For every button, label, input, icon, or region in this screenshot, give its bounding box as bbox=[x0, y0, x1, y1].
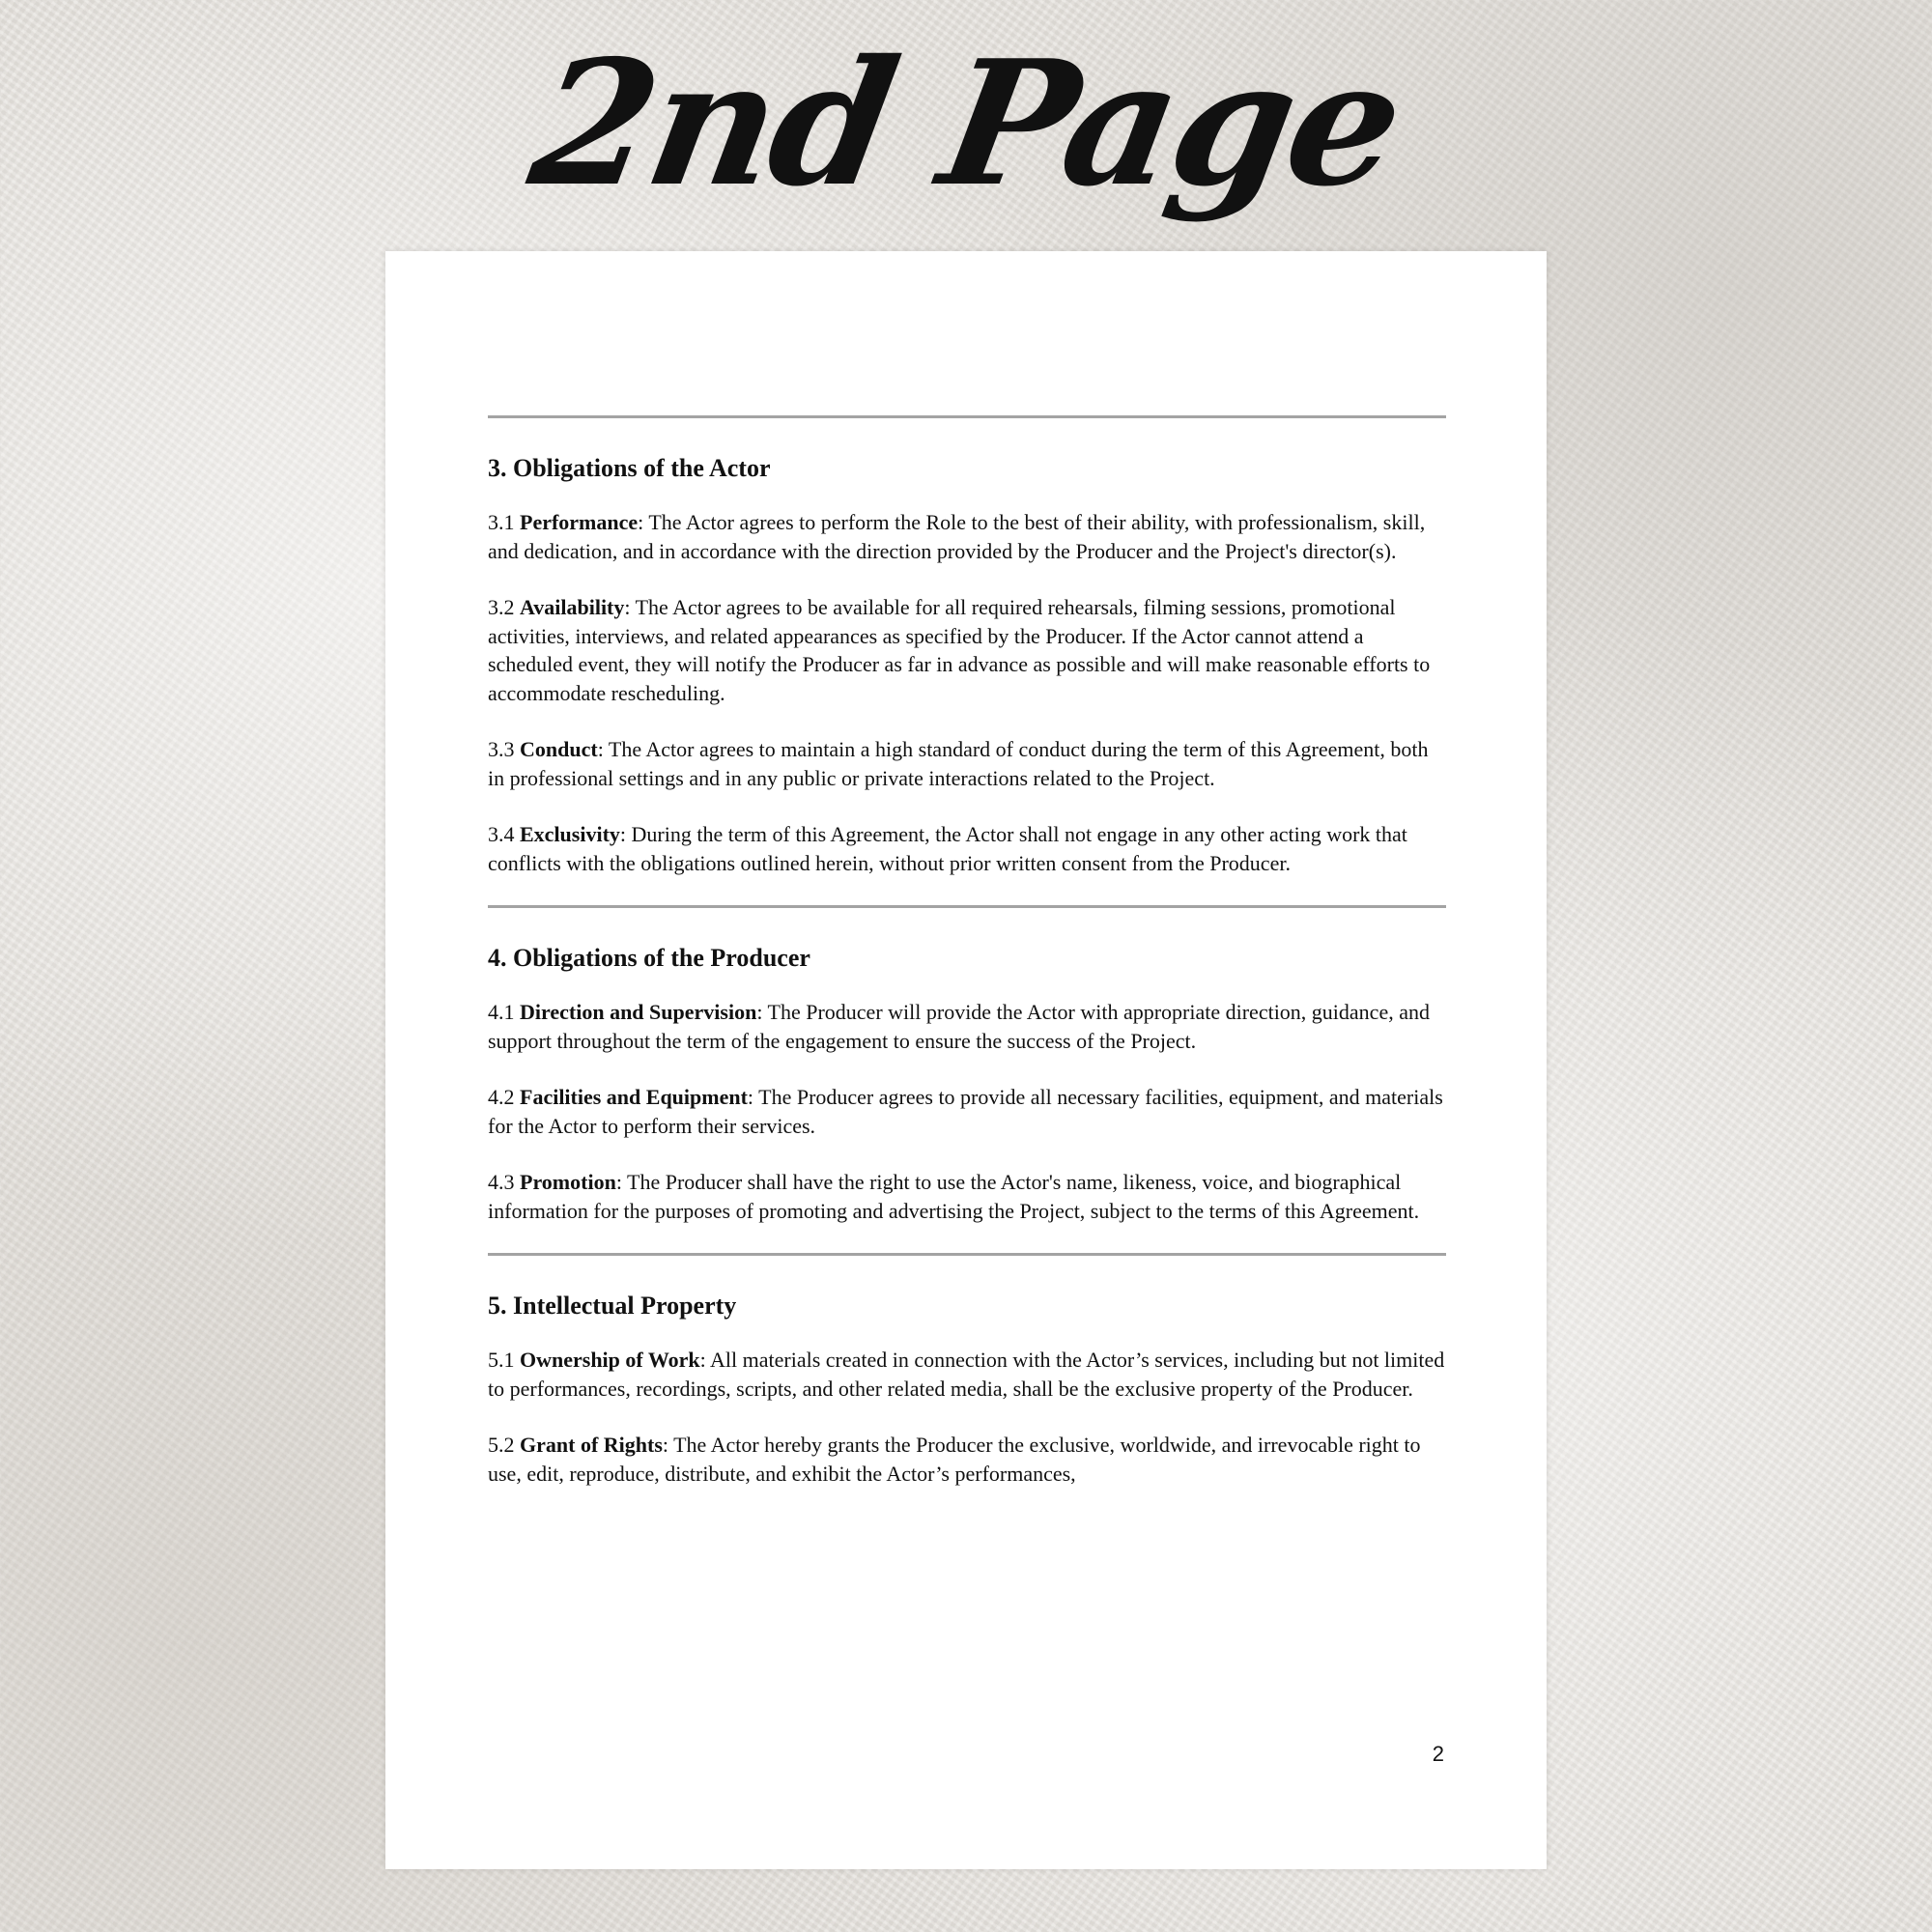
clause-text: : The Actor agrees to be available for all required rehearsals, filming sessions, promotional activities, interviews, and related appearances as specified by the Producer. If the Actor cannot attend a scheduled event, they will notify the Producer as far in advance as possible and will make reasonable efforts to accommodate rescheduling. bbox=[488, 595, 1431, 705]
clause-term: Promotion bbox=[520, 1170, 616, 1194]
clause-number: 3.2 bbox=[488, 595, 515, 619]
section-obligations-producer bbox=[488, 905, 1446, 1225]
document-page bbox=[385, 251, 1547, 1869]
clause-number: 5.1 bbox=[488, 1348, 515, 1372]
clause-term: Direction and Supervision bbox=[520, 1000, 757, 1024]
section-obligations-actor bbox=[488, 415, 1446, 877]
clause-term: Ownership of Work bbox=[520, 1348, 700, 1372]
document-body bbox=[488, 415, 1446, 1516]
clause-term: Exclusivity bbox=[520, 822, 620, 846]
clause-3-2 bbox=[488, 593, 1446, 707]
clause-5-2 bbox=[488, 1431, 1446, 1488]
section-heading: 5. Intellectual Property bbox=[488, 1292, 737, 1320]
clause-number: 4.2 bbox=[488, 1085, 515, 1109]
clause-4-1 bbox=[488, 998, 1446, 1055]
clause-term: Facilities and Equipment bbox=[520, 1085, 748, 1109]
clause-term: Availability bbox=[520, 595, 625, 619]
section-divider bbox=[488, 415, 1446, 418]
clause-4-3 bbox=[488, 1168, 1446, 1225]
clause-text: : The Actor agrees to maintain a high standard of conduct during the term of this Agreement, both in professional settings and in any public or private interactions related to the Project. bbox=[488, 737, 1429, 790]
section-divider bbox=[488, 1253, 1446, 1256]
clause-text: : During the term of this Agreement, the Actor shall not engage in any other acting work that conflicts with the obligations outlined herein, without prior written consent from the Producer. bbox=[488, 822, 1407, 875]
section-divider bbox=[488, 905, 1446, 908]
clause-number: 3.3 bbox=[488, 737, 515, 761]
clause-term: Conduct bbox=[520, 737, 598, 761]
section-intellectual-property bbox=[488, 1253, 1446, 1488]
clause-3-4 bbox=[488, 820, 1446, 877]
clause-text: : All materials created in connection with the Actor’s services, including but not limited to performances, recordings, scripts, and other related media, shall be the exclusive property of the Producer. bbox=[488, 1348, 1445, 1401]
clause-text: : The Producer agrees to provide all necessary facilities, equipment, and materials for the Actor to perform their services. bbox=[488, 1085, 1443, 1138]
clause-text: : The Actor hereby grants the Producer the exclusive, worldwide, and irrevocable right to use, edit, reproduce, distribute, and exhibit the Actor’s performances, bbox=[488, 1433, 1421, 1486]
clause-number: 5.2 bbox=[488, 1433, 515, 1457]
clause-term: Performance bbox=[520, 510, 639, 534]
section-heading: 3. Obligations of the Actor bbox=[488, 454, 771, 482]
clause-text: : The Actor agrees to perform the Role to the best of their ability, with professionalism, skill, and dedication, and in accordance with the direction provided by the Producer and the Project's director(s). bbox=[488, 510, 1426, 563]
clause-number: 4.1 bbox=[488, 1000, 515, 1024]
clause-number: 3.1 bbox=[488, 510, 515, 534]
clause-number: 4.3 bbox=[488, 1170, 515, 1194]
clause-3-3 bbox=[488, 735, 1446, 792]
clause-5-1 bbox=[488, 1346, 1446, 1403]
section-heading: 4. Obligations of the Producer bbox=[488, 944, 810, 972]
hero-title: 2nd Page bbox=[518, 22, 1414, 224]
clause-4-2 bbox=[488, 1083, 1446, 1140]
page-number: 2 bbox=[1432, 1742, 1444, 1766]
clause-text: : The Producer shall have the right to use the Actor's name, likeness, voice, and biographical information for the purposes of promoting and advertising the Project, subject to the terms of this Agreement. bbox=[488, 1170, 1420, 1223]
clause-term: Grant of Rights bbox=[520, 1433, 663, 1457]
clause-3-1 bbox=[488, 508, 1446, 565]
clause-text: : The Producer will provide the Actor with appropriate direction, guidance, and support throughout the term of the engagement to ensure the success of the Project. bbox=[488, 1000, 1430, 1053]
clause-number: 3.4 bbox=[488, 822, 515, 846]
